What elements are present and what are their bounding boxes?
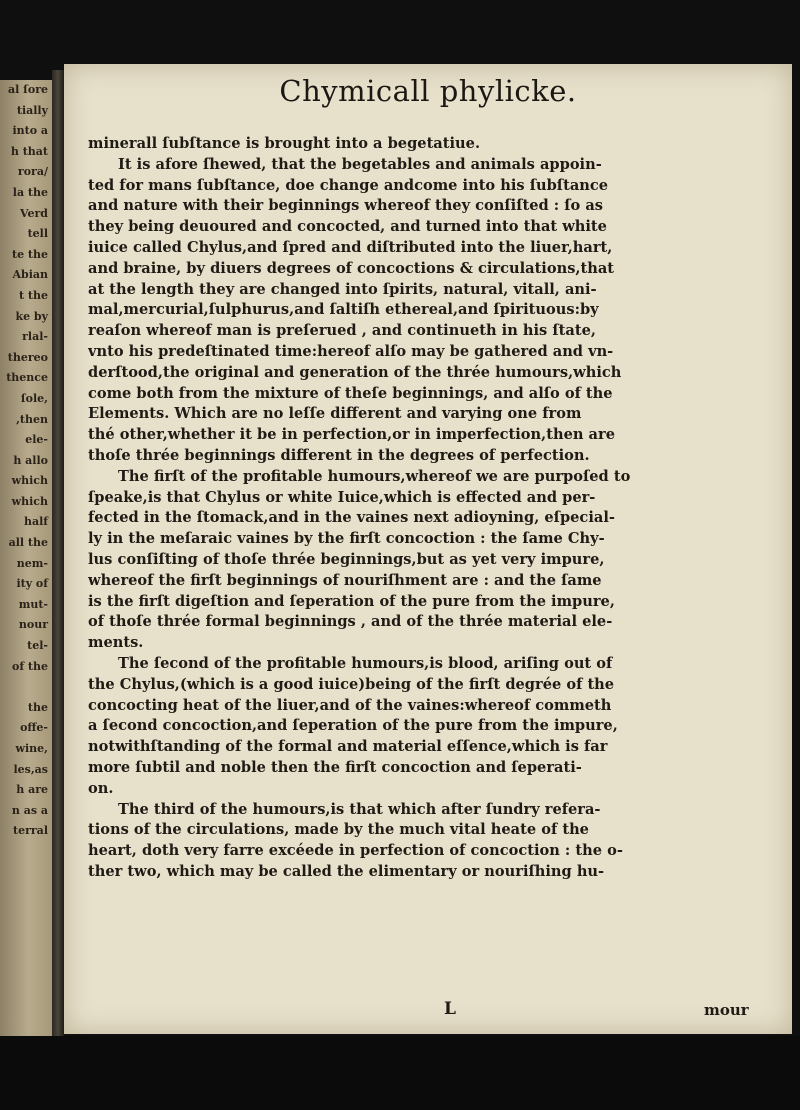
facing-page-fragment: thereo xyxy=(7,350,48,364)
facing-page-fragment: nem- xyxy=(16,556,48,570)
text-line: fected in the ſtomack,and in the vaines next adioyning, eſpecial- xyxy=(88,509,615,527)
text-line: ted for mans ſubſtance, doe change andcome into his ſubſtance xyxy=(88,176,609,194)
text-line: reaſon whereof man is preſerued , and continueth in his ſtate, xyxy=(88,322,596,340)
text-line: vnto his predeſtinated time:hereof alſo may be gathered and vn- xyxy=(88,342,614,360)
facing-page-fragment: ele- xyxy=(25,433,48,447)
facing-page-fragment: all the xyxy=(8,536,48,550)
text-line: The ſecond of the profitable humours,is blood, ariſing out of xyxy=(118,654,613,672)
facing-page-fragment xyxy=(0,677,52,698)
text-line: on. xyxy=(88,779,114,797)
text-line: ments. xyxy=(88,634,144,652)
text-line: ly in the meſaraic vaines by the firſt concoction : the ſame Chy- xyxy=(88,530,605,548)
text-line: at the length they are changed into ſpirits, natural, vitall, ani- xyxy=(88,280,597,298)
text-line: and braine, by diuers degrees of concoctions & circulations,that xyxy=(88,259,615,277)
facing-page-fragment: ſole, xyxy=(20,391,48,405)
facing-page-fragment: which xyxy=(11,494,48,508)
facing-page-fragment: ,then xyxy=(16,412,48,426)
facing-page-fragment: into a xyxy=(12,124,48,138)
facing-page-fragment: ity of xyxy=(16,577,48,591)
text-line: minerall ſubſtance is brought into a begetatiue. xyxy=(88,135,481,152)
facing-page-fragment: mut- xyxy=(18,597,48,611)
text-line: come both from the mixture of theſe beginnings, and alſo of the xyxy=(88,384,613,402)
facing-page-fragment: wine, xyxy=(15,742,48,755)
facing-page-fragment: n as a xyxy=(11,803,48,817)
facing-page-fragment: tell xyxy=(27,227,48,241)
text-line: lus conſiſting of thoſe thrée beginnings,but as yet very impure, xyxy=(88,550,605,568)
text-line: of thoſe thrée formal beginnings , and of the thrée material ele- xyxy=(88,613,613,631)
facing-page-fragment: Verd xyxy=(19,206,48,220)
text-line: heart, doth very farre excéede in perfection of concoction : the o- xyxy=(88,842,623,860)
text-line: they being deuoured and concocted, and turned into that white xyxy=(88,218,607,236)
text-line: thoſe thrée beginnings different in the degrees of perfection. xyxy=(88,446,590,464)
text-line: the Chylus,(which is a good iuice)being of the firſt degrée of the xyxy=(88,675,615,693)
scan-background xyxy=(0,1036,800,1110)
text-line: thé other,whether it be in perfection,or in imperfection,then are xyxy=(88,426,615,444)
facing-page-fragment: rora/ xyxy=(17,165,48,179)
text-line: mal,mercurial,ſulphurus,and ſaltiſh ethereal,and ſpirituous:by xyxy=(88,301,599,319)
facing-page-fragment: Abian xyxy=(12,268,48,282)
text-line: ſpeake,is that Chylus or white Iuice,which is effected and per- xyxy=(88,488,596,506)
text-line: derſtood,the original and generation of the thrée humours,which xyxy=(88,363,622,381)
text-line: and nature with their beginnings whereof they conſiſted : ſo as xyxy=(88,197,604,215)
text-line: tions of the circulations, made by the much vital heate of the xyxy=(88,821,589,839)
facing-page-fragment: al ſore xyxy=(8,83,48,96)
text-line: is the firſt digeſtion and ſeperation of the pure from the impure, xyxy=(88,592,615,610)
book-page xyxy=(64,64,792,1034)
running-head: Chymicall phylicke. xyxy=(279,74,577,108)
text-line: The third of the humours,is that which after ſundry refera- xyxy=(118,800,601,818)
book-gutter xyxy=(52,70,64,1050)
text-line: more ſubtil and noble then the firſt concoction and ſeperati- xyxy=(88,758,582,776)
text-line: a ſecond concoction,and ſeperation of the pure from the impure, xyxy=(88,717,618,735)
text-line: Elements. Which are no leſſe different and varying one from xyxy=(88,405,582,423)
facing-page-fragment: tially xyxy=(16,103,48,117)
facing-page-fragment: h allo xyxy=(13,453,48,467)
signature-mark: L xyxy=(444,999,456,1019)
facing-page-fragment: te the xyxy=(12,247,48,261)
facing-page-fragment: la the xyxy=(12,185,48,199)
facing-page-fragment: ke by xyxy=(15,309,48,323)
body-text xyxy=(88,134,778,883)
facing-page-fragment: h that xyxy=(10,144,48,158)
facing-page-fragment: which xyxy=(11,474,48,488)
text-line: ther two, which may be called the elimentary or nouriſhing hu- xyxy=(88,862,605,880)
facing-page-fragment: of the xyxy=(12,659,48,673)
catchword: mour xyxy=(704,1001,749,1019)
facing-page-fragment: offe- xyxy=(20,721,48,735)
facing-page-fragment: nour xyxy=(18,618,48,632)
facing-page-fragment: t the xyxy=(19,288,48,302)
facing-page-fragment: thence xyxy=(6,371,48,385)
facing-page-edge xyxy=(0,80,52,1040)
facing-page-fragment: les,as xyxy=(13,762,48,776)
text-line: notwithſtanding of the formal and material eſſence,which is far xyxy=(88,738,608,756)
facing-page-fragment: tel- xyxy=(27,639,48,653)
text-line: whereof the firſt beginnings of nouriſhment are : and the ſame xyxy=(88,571,602,589)
text-line: iuice called Chylus,and ſpred and diſtributed into the liuer,hart, xyxy=(88,238,613,256)
text-line: The firſt of the profitable humours,whereof we are purpoſed to xyxy=(118,467,631,485)
text-line: concocting heat of the liuer,and of the vaines:whereof commeth xyxy=(88,696,612,714)
text-line: It is afore ſhewed, that the begetables and animals appoin- xyxy=(118,155,602,173)
facing-page-fragment: the xyxy=(27,700,48,714)
facing-page-fragment: rlal- xyxy=(22,330,48,344)
facing-page-fragment: half xyxy=(23,515,48,529)
facing-page-fragment: terral xyxy=(13,824,48,838)
facing-page-fragment: h are xyxy=(16,783,48,797)
